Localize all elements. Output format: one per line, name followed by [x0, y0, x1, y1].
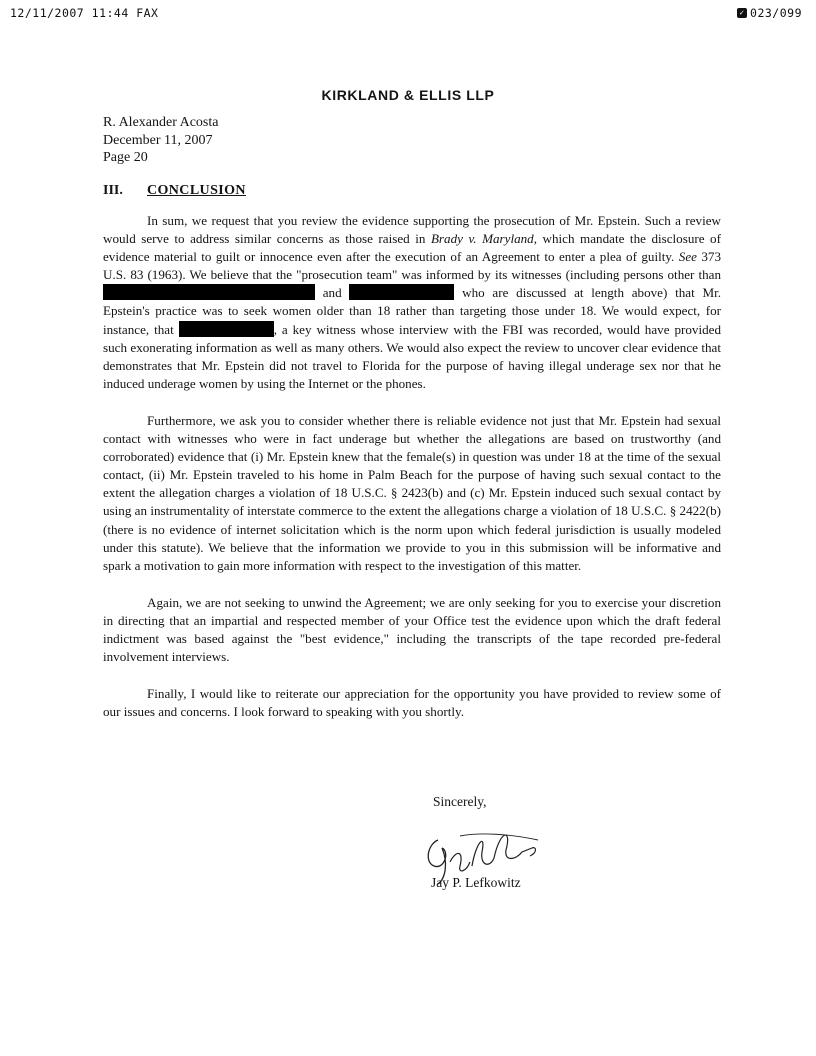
recipient-name: R. Alexander Acosta — [103, 115, 219, 130]
see-signal: See — [678, 249, 697, 265]
paragraph-1 — [103, 212, 721, 393]
paragraph-2: Furthermore, we ask you to consider whether there is reliable evidence not just that Mr. Epstein had sexual contact with witnesses who were in fact underage but whether the allegations are based on trustworthy (and corroborated) evidence that (i) Mr. Epstein knew that the female(s) in question was under 18 at the time of the sexual contact, (ii) Mr. Epstein traveled to his home in Palm Beach for the purpose of having such sexual contact to the extent the allegation charges a violation of 18 U.S.C. § 2423(b) and (c) Mr. Epstein induced such sexual contact by using an instrumentality of interstate commerce to the extent the allegations charge a violation of 18 U.S.C. § 2422(b) (there is no evidence of internet solicitation which is the norm upon which federal jurisdiction is usually modeled under this statute). We believe that the information we provide to you in this submission will be informative and spark a motivation to gain more information with respect to the investigation of this matter. — [103, 412, 721, 573]
section-title: CONCLUSION — [147, 183, 246, 198]
closing-salutation: Sincerely, — [433, 794, 487, 809]
letter-body — [103, 212, 721, 740]
page-number: Page 20 — [103, 150, 148, 165]
p1-text-e: , a key witness whose interview with the FBI was recorded, would have provided such exonerating information as well as many others. We would also expect the review to uncover clear evidence that demonstrates that Mr. Epstein did not travel to Florida for the purpose of having illegal underage sex nor that he induced underage women by using the Internet or the phones. — [103, 321, 722, 391]
p1-text-b: , which mandate the disclosure of evidence material to guilt or innocence even after the execution of an Agreement to enter a plea of guilty. — [103, 231, 721, 265]
redaction-box — [103, 284, 315, 300]
case-citation: Brady v. Maryland — [430, 231, 534, 247]
redaction-box — [349, 284, 454, 300]
paragraph-3: Again, we are not seeking to unwind the Agreement; we are only seeking for you to exercise your discretion in directing that an impartial and respected member of your Office test the evidence upon which the draft federal indictment was based against the "best evidence," including the transcripts of the tape recorded pre-federal involvement interviews. — [103, 594, 721, 665]
paragraph-4: Finally, I would like to reiterate our appreciation for the opportunity you have provided to review some of our issues and concerns. I look forward to speaking with you shortly. — [103, 686, 721, 720]
section-heading — [103, 183, 246, 199]
p1-text-and: and — [322, 285, 342, 301]
fax-page-counter — [737, 6, 802, 20]
p1-text-c: 373 U.S. 83 (1963). We believe that the "prosecution team" was informed by its witnesses (including persons other than — [103, 249, 721, 283]
p1-text-d: who are discussed at length above) that Mr. Epstein's practice was to seek women older than 18 rather than targeting those under 18. We would expect, for instance, that — [103, 285, 722, 337]
letter-date: December 11, 2007 — [103, 132, 213, 148]
letterhead-firm-name: KIRKLAND & ELLIS LLP — [321, 87, 495, 103]
p1-text-a: In sum, we request that you review the evidence supporting the prosecution of Mr. Epstein. Such a review would serve to address similar concerns as those raised in — [103, 213, 721, 247]
signer-name: Jay P. Lefkowitz — [431, 875, 521, 890]
fax-icon: ✓ — [737, 8, 747, 18]
fax-page-number: 023/099 — [750, 6, 802, 20]
address-block — [103, 114, 218, 167]
section-number: III. — [103, 183, 123, 198]
fax-timestamp: 12/11/2007 11:44 FAX — [10, 6, 159, 20]
fax-header — [10, 6, 802, 22]
redaction-box — [179, 321, 274, 337]
